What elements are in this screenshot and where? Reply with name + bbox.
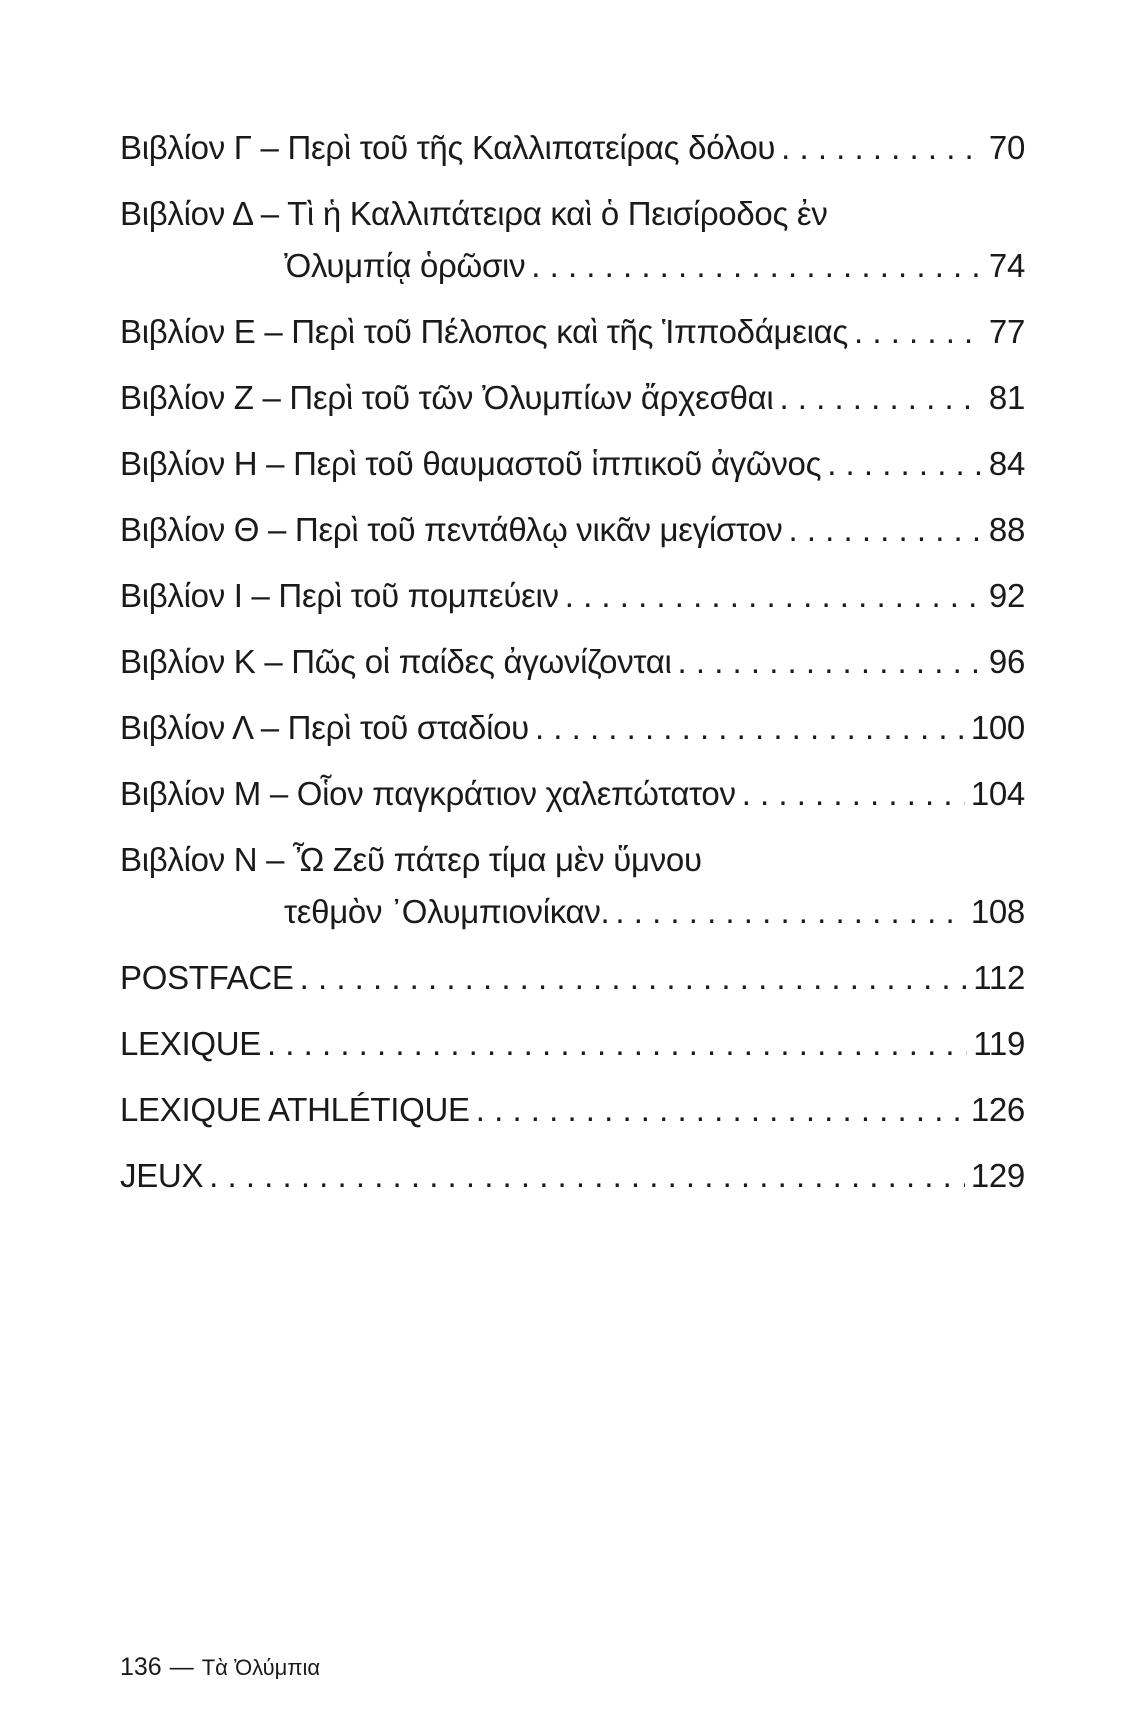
toc-entry-title: Βιβλίον Μ – Οἷον παγκράτιον χαλεπώτατον [120,775,736,812]
dot-leader [827,438,983,490]
toc-entry [120,1150,1025,1202]
toc-page-number: 108 [970,893,1025,930]
toc-entry-line [120,438,1025,490]
dot-leader [854,306,983,358]
dot-leader [779,372,982,424]
dot-leader [209,1150,965,1202]
toc-entry-line [120,834,1025,886]
footer-dash: — [169,1654,194,1681]
dot-leader [742,768,965,820]
toc-entry-title: POSTFACE [120,959,294,996]
toc-entry-title-continuation: Ὀλυμπίᾳ ὁρῶσιν [284,247,526,284]
toc-entry-title-continuation: τεθμὸν ᾿Ολυμπιονίκαν. [284,893,610,930]
toc-entry-title: Βιβλίον Ζ – Περὶ τοῦ τῶν Ὀλυμπίων ἄρχεσθαι [120,379,774,416]
dot-leader [789,504,983,556]
toc-entry-title: LEXIQUE [120,1025,261,1062]
toc-entry-title: Βιβλίον Δ – Τὶ ἡ Καλλιπάτειρα καὶ ὁ Πεισίροδος ἐν [120,195,828,232]
toc-entry-title: Βιβλίον Θ – Περὶ τοῦ πεντάθλῳ νικᾶν μεγίστον [120,511,783,548]
toc-page-number: 126 [970,1091,1025,1128]
toc-entry-title: Βιβλίον Ε – Περὶ τοῦ Πέλοπος καὶ τῆς Ἱπποδάμειας [120,313,849,350]
toc-page-number: 84 [988,445,1025,482]
dot-leader [565,570,983,622]
dot-leader [476,1084,965,1136]
toc-page-number: 81 [988,379,1025,416]
dot-leader [535,702,965,754]
toc-entry-title: Βιβλίον Λ – Περὶ τοῦ σταδίου [120,709,529,746]
toc-entry [120,306,1025,358]
dot-leader [615,886,964,938]
toc-page-number: 112 [973,959,1025,996]
toc-entry-line [120,306,1025,358]
toc-entry-line [120,570,1025,622]
toc-entry-line [120,636,1025,688]
toc-entry-title: Βιβλίον Γ – Περὶ τοῦ τῆς Καλλιπατείρας δόλου [120,129,776,166]
toc-entry-title: Βιβλίον Ν – Ὦ Ζεῦ πάτερ τίμα μὲν ὕμνου [120,841,702,878]
toc-entry [120,1084,1025,1136]
toc-entry [120,504,1025,556]
dot-leader [781,122,983,174]
toc-page-number: 70 [988,129,1025,166]
toc-entry [120,122,1025,174]
toc-entry-line [120,952,1025,1004]
toc-entry [120,1018,1025,1070]
toc-entry [120,952,1025,1004]
toc-page-number: 96 [988,643,1025,680]
toc-page-number: 100 [970,709,1025,746]
toc-entry [120,768,1025,820]
dot-leader [678,636,983,688]
toc-entry-title: Βιβλίον Κ – Πῶς οἱ παίδες ἀγωνίζονται [120,643,672,680]
table-of-contents [120,122,1025,1216]
toc-entry-title: JEUX [120,1157,204,1194]
toc-entry-title: Βιβλίον Η – Περὶ τοῦ θαυμαστοῦ ἱππικοῦ ἀγῶνος [120,445,822,482]
toc-entry-continuation-line [120,240,1025,292]
dot-leader [300,952,968,1004]
dot-leader [531,240,983,292]
toc-entry-line [120,188,1025,240]
toc-entry-continuation-line [120,886,1025,938]
toc-entry [120,570,1025,622]
toc-entry-title: LEXIQUE ATHLÉTIQUE [120,1091,470,1128]
toc-entry-line [120,372,1025,424]
toc-page-number: 119 [973,1025,1025,1062]
toc-entry [120,372,1025,424]
page-folio-number: 136 [120,1653,162,1681]
toc-page-number: 74 [988,247,1025,284]
toc-entry-line [120,702,1025,754]
toc-entry-line [120,1084,1025,1136]
toc-entry-line [120,1150,1025,1202]
toc-entry [120,834,1025,938]
toc-page-number: 77 [988,313,1025,350]
toc-entry [120,188,1025,292]
toc-page-number: 88 [988,511,1025,548]
toc-entry-line [120,768,1025,820]
toc-page-number: 92 [988,577,1025,614]
toc-entry [120,438,1025,490]
toc-entry [120,702,1025,754]
dot-leader [267,1018,967,1070]
toc-entry-title: Βιβλίον Ι – Περὶ τοῦ πομπεύειν [120,577,559,614]
running-title: Τὰ Ὀλύμπια [201,1655,321,1680]
toc-page-number: 104 [970,775,1025,812]
page-footer [120,1652,320,1683]
toc-entry-line [120,1018,1025,1070]
toc-entry-line [120,122,1025,174]
toc-entry [120,636,1025,688]
toc-entry-line [120,504,1025,556]
toc-page-number: 129 [970,1157,1025,1194]
